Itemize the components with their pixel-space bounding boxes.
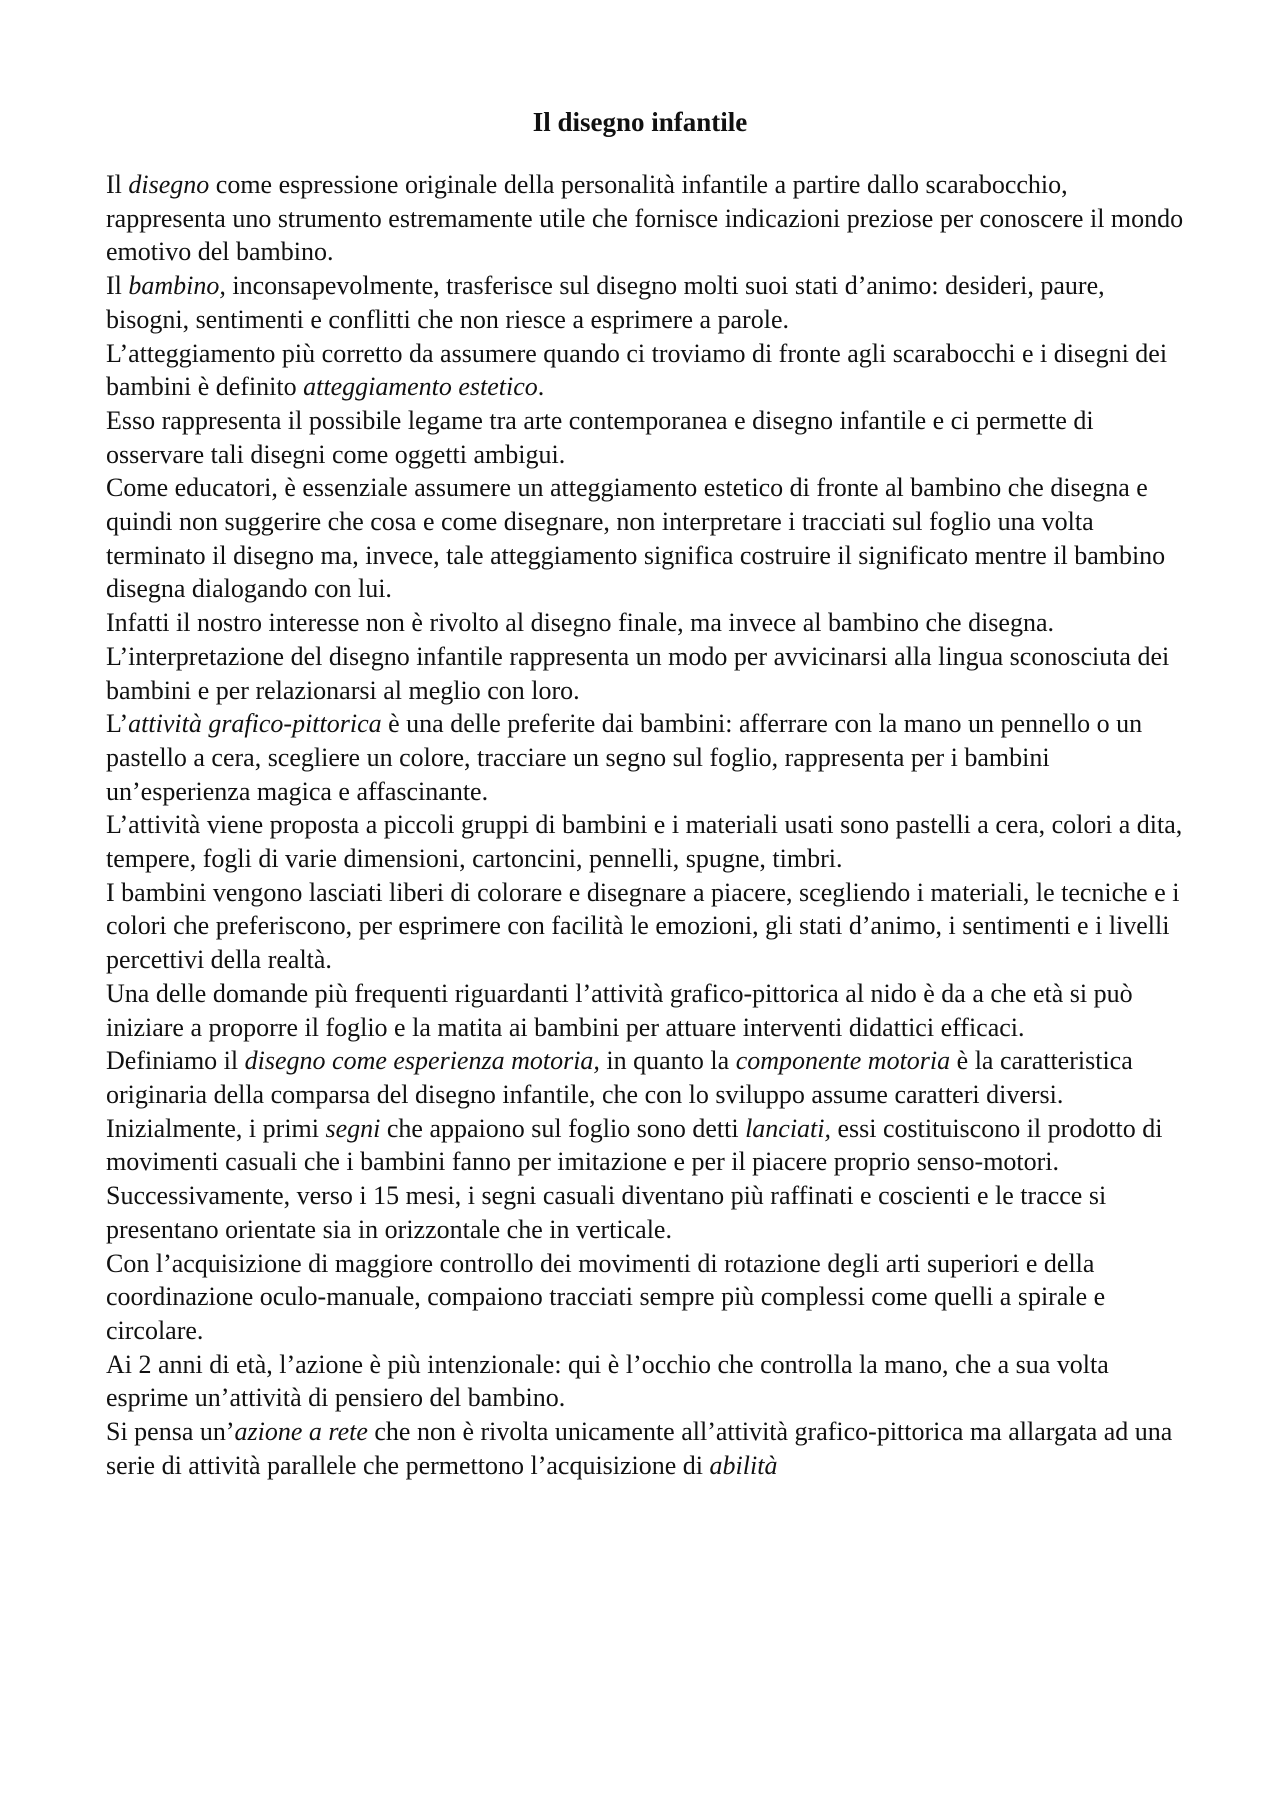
paragraph [106, 808, 1190, 875]
italic-text-run: disegno come esperienza motoria, [244, 1046, 600, 1076]
text-run: Ai 2 anni di età, l’azione è più intenzionale: qui è l’occhio che controlla la mano, che a sua volta esprime un’attività di pensiero del bambino. [106, 1349, 1109, 1413]
text-run: Infatti il nostro interesse non è rivolto al disegno finale, ma invece al bambino che disegna. [106, 608, 1054, 638]
paragraph [106, 1179, 1190, 1246]
paragraph [106, 471, 1190, 606]
paragraph [106, 1112, 1190, 1179]
text-run: Inizialmente, i primi [106, 1113, 326, 1143]
text-run: Il [106, 271, 129, 301]
text-run: in quanto la [599, 1046, 736, 1076]
paragraph [106, 1044, 1190, 1111]
paragraph [106, 977, 1190, 1044]
text-run: essi costituiscono il prodotto di movimenti casuali che i bambini fanno per imitazione e per il piacere proprio senso-motori. [106, 1113, 1163, 1177]
text-run: è la caratteristica originaria della comparsa del disegno infantile, che con lo sviluppo assume caratteri diversi. [106, 1046, 1133, 1109]
italic-text-run: lanciati, [745, 1113, 831, 1143]
page-title: Il disegno infantile [532, 107, 748, 137]
italic-text-run: disegno [128, 170, 210, 199]
text-run: è una delle preferite dai bambini: afferrare con la mano un pennello o un pastello a cera, scegliere un colore, tracciare un segno sul foglio, rappresenta per i bambini un’esperienza magica e affascinante. [106, 709, 1143, 806]
text-run: Una delle domande più frequenti riguardanti l’attività grafico-pittorica al nido è da a che età si può iniziare a proporre il foglio e la matita ai bambini per attuare interventi didattici efficaci. [106, 978, 1133, 1042]
document-body [106, 168, 1190, 1482]
paragraph [106, 269, 1190, 336]
paragraph [106, 168, 1190, 269]
paragraph [106, 1348, 1190, 1415]
text-run: Esso rappresenta il possibile legame tra arte contemporanea e disegno infantile e ci permette di osservare tali disegni come oggetti ambigui. [106, 405, 1094, 469]
italic-text-run: componente motoria [735, 1046, 951, 1076]
text-run: Successivamente, verso i 15 mesi, i segni casuali diventano più raffinati e coscienti e le tracce si presentano orientate sia in orizzontale che in verticale. [106, 1181, 1107, 1244]
text-run: L’interpretazione del disegno infantile rappresenta un modo per avvicinarsi alla lingua sconosciuta dei bambini e per relazionarsi al meglio con loro. [106, 641, 1170, 705]
italic-text-run: segni [325, 1113, 381, 1143]
paragraph [106, 1247, 1190, 1348]
text-run: inconsapevolmente, trasferisce sul disegno molti suoi stati d’animo: desideri, paure, bisogni, sentimenti e conflitti che non riesce a esprimere a parole. [106, 271, 1105, 334]
text-run: Il [106, 170, 129, 199]
italic-text-run: atteggiamento estetico [303, 372, 538, 402]
text-run: Come educatori, è essenziale assumere un atteggiamento estetico di fronte al bambino che disegna e quindi non suggerire che cosa e come disegnare, non interpretare i tracciati sul foglio una volta terminato il disegno ma, invece, tale atteggiamento significa costruire il significato mentre il bambino disegna dialogando con lui. [106, 473, 1166, 604]
text-run: . [537, 372, 545, 402]
paragraph [106, 1415, 1190, 1482]
text-run: L’atteggiamento più corretto da assumere quando ci troviamo di fronte agli scarabocchi e i disegni dei bambini è definito [106, 338, 1168, 402]
text-run: Definiamo il [106, 1046, 245, 1076]
paragraph [106, 606, 1190, 640]
paragraph [106, 337, 1190, 404]
text-run: Si pensa un’ [106, 1417, 235, 1447]
text-run: che non è rivolta unicamente all’attività grafico-pittorica ma allargata ad una serie di attività parallele che permettono l’acquisizione di [106, 1417, 1173, 1480]
paragraph [106, 404, 1190, 471]
text-run: L’attività viene proposta a piccoli gruppi di bambini e i materiali usati sono pastelli a cera, colori a dita, tempere, fogli di varie dimensioni, cartoncini, pennelli, spugne, timbri. [106, 810, 1183, 874]
text-run: I bambini vengono lasciati liberi di colorare e disegnare a piacere, scegliendo i materiali, le tecniche e i colori che preferiscono, per esprimere con facilità le emozioni, gli stati d’animo, i sentimenti e i livelli percettivi della realtà. [106, 877, 1180, 975]
italic-text-run: abilità [709, 1450, 778, 1480]
text-run: come espressione originale della personalità infantile a partire dallo scarabocchio, rappresenta uno strumento estremamente utile che fornisce indicazioni preziose per conoscere il mondo emotivo del bambino. [106, 170, 1184, 267]
paragraph [106, 640, 1190, 707]
italic-text-run: azione a rete [234, 1417, 368, 1447]
text-run: che appaiono sul foglio sono detti [380, 1113, 746, 1143]
text-run: L’ [106, 709, 129, 739]
italic-text-run: bambino, [128, 271, 226, 301]
italic-text-run: attività grafico-pittorica [128, 709, 382, 739]
paragraph [106, 707, 1190, 808]
text-run: Con l’acquisizione di maggiore controllo dei movimenti di rotazione degli arti superiori e della coordinazione oculo-manuale, compaiono tracciati sempre più complessi come quelli a spirale e circolare. [106, 1248, 1106, 1345]
paragraph [106, 876, 1190, 977]
